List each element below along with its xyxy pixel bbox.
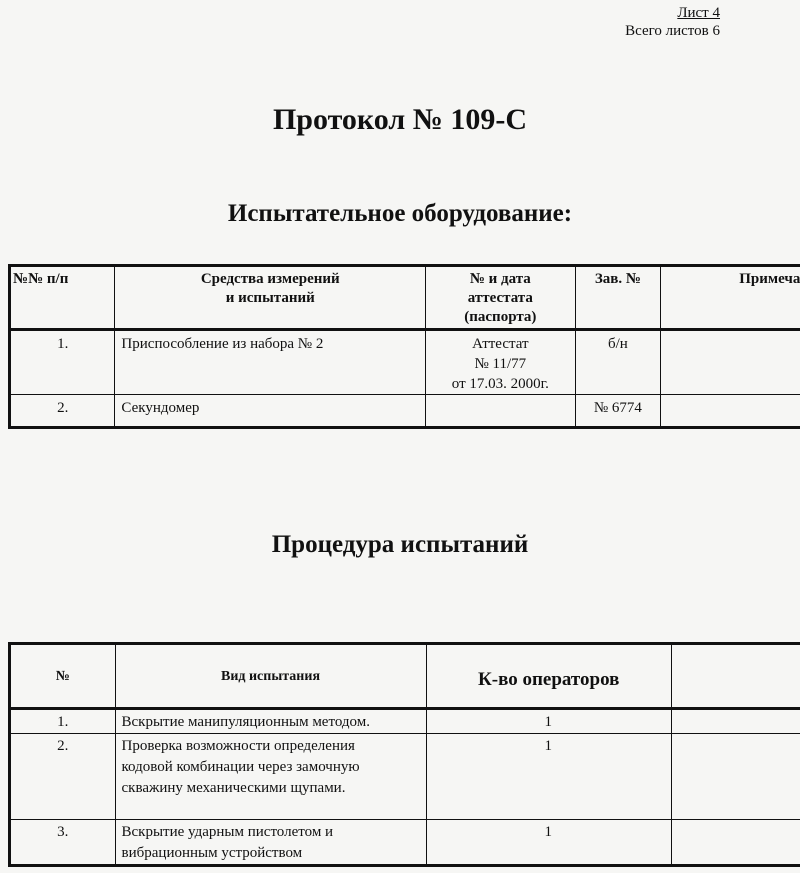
col-header-means [115,266,426,330]
col-header-cert-line1: № и дата [469,271,531,287]
col-header-means-line1: Средства измерений [200,271,340,287]
row-operators: 1 [426,734,671,820]
row-test-kind-line: скважину механическими щупами. [121,780,346,796]
row-note [661,395,800,428]
row-note [661,330,800,395]
row-name: Секундомер [115,395,426,428]
col-header-num: №№ п/п [10,266,115,330]
sheet-number: Лист 4 [677,5,720,21]
row-test-kind-line: Проверка возможности определения [121,738,355,754]
table-row [10,709,800,734]
col-header-certificate [426,266,575,330]
row-extra [671,709,800,734]
col-header-cert-line2: аттестата [467,290,533,306]
row-cert-line1: Аттестат [472,336,529,352]
row-test-kind [115,734,426,820]
row-operators: 1 [426,709,671,734]
procedure-header-row [10,644,800,709]
equipment-header-row [10,266,800,330]
row-num: 2. [10,734,116,820]
row-num: 3. [10,820,116,866]
table-row [10,820,800,866]
col-header-operators: К-во операторов [426,644,671,709]
row-num: 1. [10,330,115,395]
col-header-test-kind: Вид испытания [115,644,426,709]
row-num: 1. [10,709,116,734]
total-sheets: Всего листов 6 [625,23,720,39]
col-header-serial: Зав. № [575,266,661,330]
procedure-table [8,642,800,867]
sheet-info [625,4,720,40]
equipment-section-title: Испытательное оборудование: [227,200,573,227]
row-name: Приспособление из набора № 2 [115,330,426,395]
row-serial: б/н [575,330,661,395]
row-test-kind [115,709,426,734]
row-test-kind [115,820,426,866]
row-extra [671,734,800,820]
row-certificate [426,330,575,395]
col-header-cert-line3: (паспорта) [464,309,537,325]
col-header-note: Примеча [661,266,800,330]
row-cert-line3: от 17.03. 2000г. [451,376,549,392]
col-header-num: № [10,644,116,709]
row-operators: 1 [426,820,671,866]
equipment-table [8,264,800,429]
row-test-kind-line: Вскрытие манипуляционным методом. [121,714,370,730]
table-row [10,330,800,395]
row-serial: № 6774 [575,395,661,428]
row-test-kind-line: вибрационным устройством [121,845,303,861]
row-cert-line2: № 11/77 [474,356,527,372]
row-certificate [426,395,575,428]
col-header-means-line2: и испытаний [225,290,315,306]
row-test-kind-line: Вскрытие ударным пистолетом и [121,824,334,840]
row-test-kind-line: кодовой комбинации через замочную [121,759,360,775]
row-extra [671,820,800,866]
row-num: 2. [10,395,115,428]
table-row [10,395,800,428]
protocol-title: Протокол № 109-С [272,103,528,136]
table-row [10,734,800,820]
procedure-section-title: Процедура испытаний [271,531,529,558]
col-header-extra [671,644,800,709]
